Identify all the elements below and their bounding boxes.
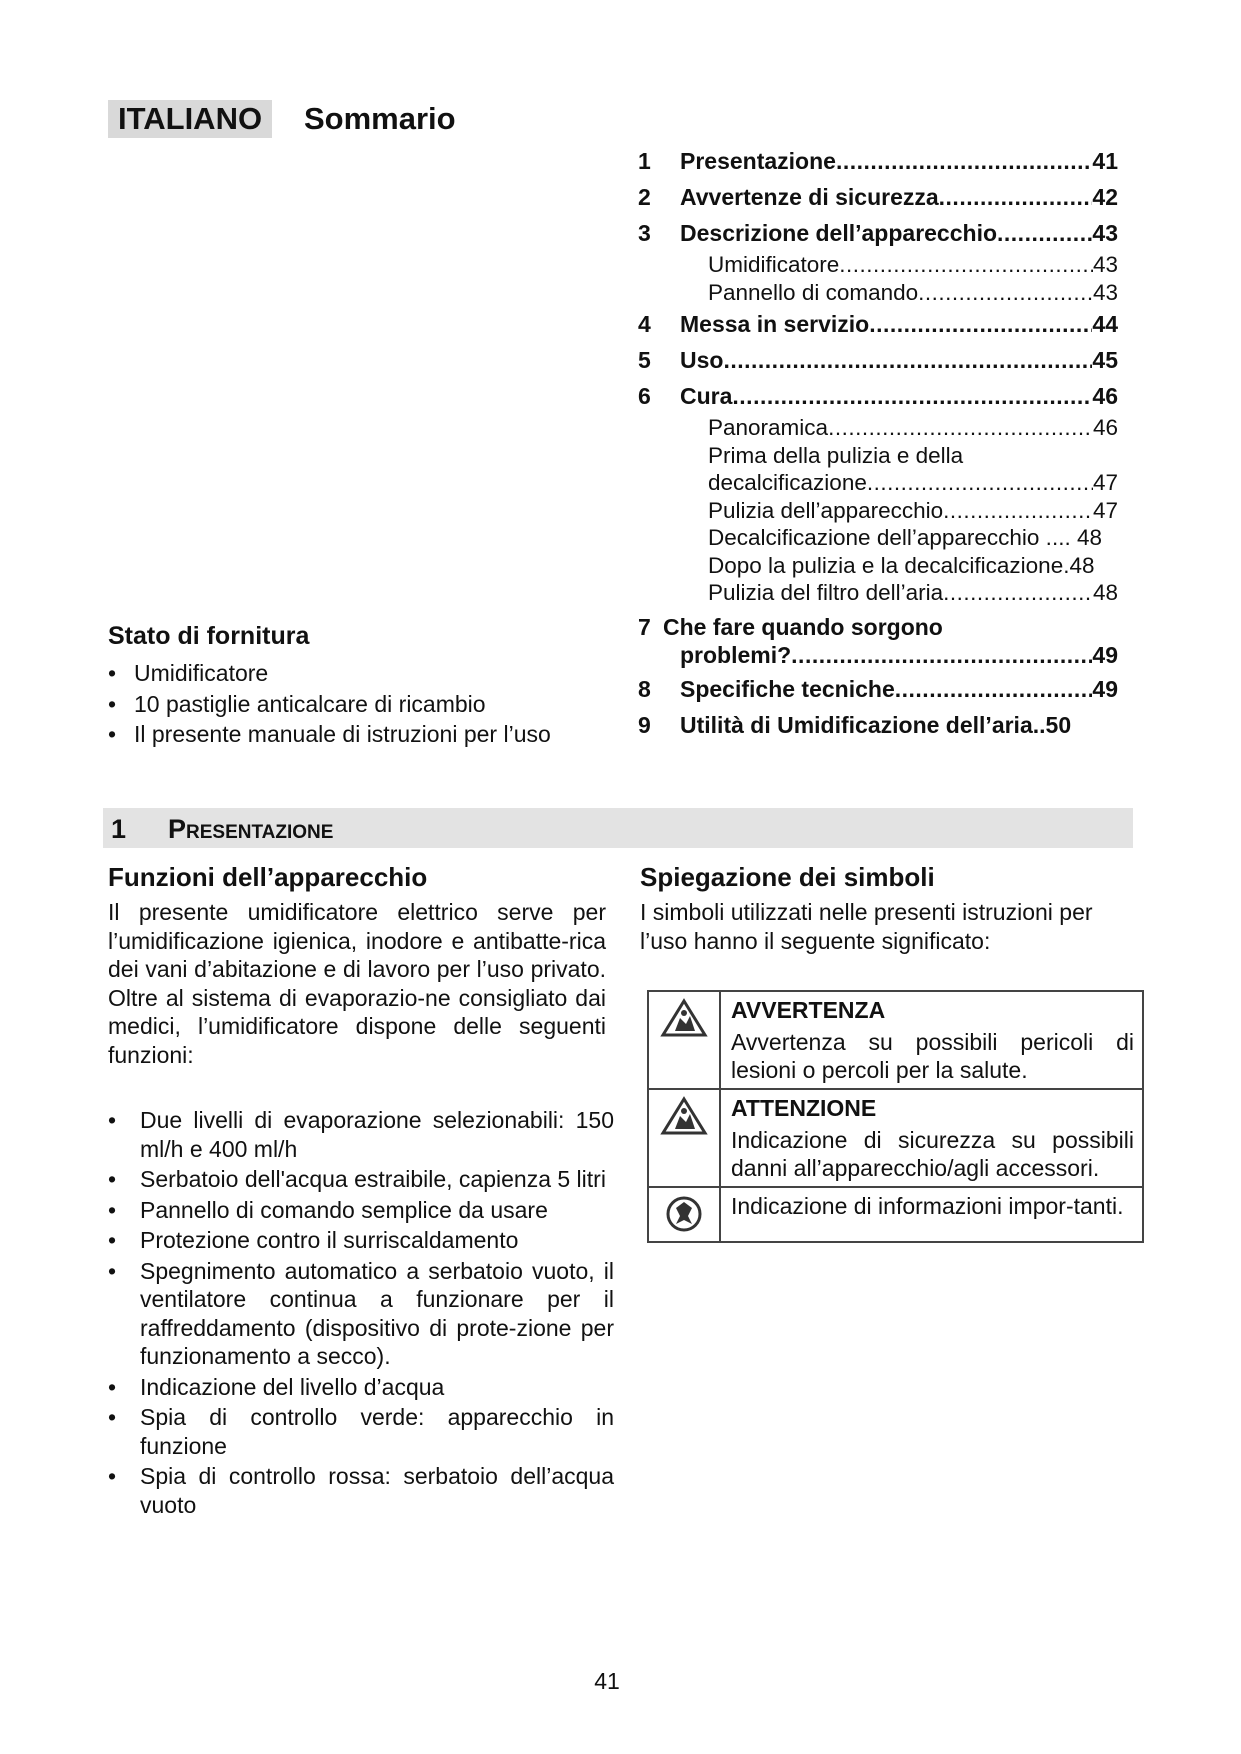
- language-tag: ITALIANO: [108, 100, 272, 138]
- toc-subitem[interactable]: Pulizia del filtro dell’aria ..... 48: [638, 579, 1118, 607]
- supply-heading: Stato di fornitura: [108, 622, 310, 650]
- toc-subitem[interactable]: Pulizia dell’apparecchio ..... 47: [638, 497, 1118, 525]
- toc-item[interactable]: 9 Utilità di Umidificazione dell’aria.. 50: [638, 711, 1072, 738]
- functions-heading: Funzioni dell’apparecchio: [108, 862, 428, 892]
- toc-item[interactable]: 1 Presentazione ..... 41: [638, 143, 1118, 179]
- list-item: • Due livelli di evaporazione selezionabili: 150 ml/h e 400 ml/h: [108, 1106, 614, 1163]
- list-item: • Indicazione del livello d’acqua: [108, 1373, 614, 1402]
- section-number: 1: [111, 814, 127, 844]
- toc-item[interactable]: 8 Specifiche tecniche ..... 49: [638, 671, 1118, 707]
- toc-item[interactable]: 3 Descrizione dell’apparecchio ..... 43: [638, 215, 1118, 251]
- symbol-description: Indicazione di sicurezza su possibili danni all’apparecchio/agli accessori.: [731, 1127, 1134, 1181]
- toc-subitem[interactable]: decalcificazione ..... 47: [638, 469, 1118, 497]
- table-row: [648, 1089, 1143, 1187]
- warning-icon: [648, 991, 720, 1089]
- features-list: [108, 1106, 614, 1521]
- list-item: • Serbatoio dell'acqua estraibile, capienza 5 litri: [108, 1165, 614, 1194]
- symbol-heading: ATTENZIONE: [731, 1095, 877, 1121]
- caution-icon: [648, 1089, 720, 1187]
- list-item: • Spia di controllo verde: apparecchio in funzione: [108, 1403, 614, 1460]
- symbol-description: Avvertenza su possibili pericoli di lesioni o percoli per la salute.: [731, 1029, 1134, 1083]
- symbol-heading: AVVERTENZA: [731, 997, 886, 1023]
- toc-subitem[interactable]: Pannello di comando ..... 43: [638, 279, 1118, 307]
- supply-list: [108, 658, 551, 750]
- table-row: [648, 991, 1143, 1089]
- list-item: • Spia di controllo rossa: serbatoio dell’acqua vuoto: [108, 1462, 614, 1519]
- table-of-contents: [638, 143, 1118, 743]
- list-item: • Spegnimento automatico a serbatoio vuoto, il ventilatore continua a funzionare per il raffreddamento (dispositivo di prote-zione per funzionamento a secco).: [108, 1257, 614, 1371]
- toc-subitem[interactable]: Panoramica ..... 46: [638, 414, 1118, 442]
- info-icon: [648, 1187, 720, 1242]
- symbols-heading: Spiegazione dei simboli: [640, 862, 935, 892]
- toc-item[interactable]: 6 Cura ..... 46: [638, 378, 1118, 414]
- list-item: • 10 pastiglie anticalcare di ricambio: [108, 689, 551, 720]
- section-heading-bar: [103, 808, 1133, 848]
- list-item: • Umidificatore: [108, 658, 551, 689]
- toc-item[interactable]: 5 Uso ..... 45: [638, 342, 1118, 378]
- symbols-table: [647, 990, 1144, 1243]
- page-title: Sommario: [304, 101, 456, 136]
- toc-subitem[interactable]: Decalcificazione dell’apparecchio .... 48: [708, 525, 1102, 550]
- functions-intro: Il presente umidificatore elettrico serve per l’umidificazione igienica, inodore e antibatte-rica dei vani d’abitazione e di lavoro per l’uso privato. Oltre al sistema di evaporazio-ne consigliato dai medici, l’umidificatore dispone delle seguenti funzioni:: [108, 899, 606, 1068]
- toc-item[interactable]: 4 Messa in servizio ..... 44: [638, 306, 1118, 342]
- toc-subitem-line: Prima della pulizia e della: [708, 442, 964, 468]
- table-row: [648, 1187, 1143, 1242]
- list-item: • Protezione contro il surriscaldamento: [108, 1226, 614, 1255]
- toc-subitem[interactable]: Dopo la pulizia e la decalcificazione.48: [708, 552, 1095, 578]
- symbol-description: Indicazione di informazioni impor-tanti.: [731, 1193, 1124, 1219]
- symbols-intro: I simboli utilizzati nelle presenti istruzioni per l’uso hanno il seguente significato:: [640, 899, 1093, 954]
- list-item: • Il presente manuale di istruzioni per l’uso: [108, 719, 551, 750]
- toc-subitem[interactable]: Umidificatore ..... 43: [638, 251, 1118, 279]
- toc-item[interactable]: 7 Che fare quando sorgono problemi? ..... 49: [638, 613, 1118, 669]
- list-item: • Pannello di comando semplice da usare: [108, 1196, 614, 1225]
- toc-item[interactable]: 2 Avvertenze di sicurezza ..... 42: [638, 179, 1118, 215]
- section-title: Presentazione: [168, 814, 334, 844]
- page-number: 41: [594, 1668, 620, 1694]
